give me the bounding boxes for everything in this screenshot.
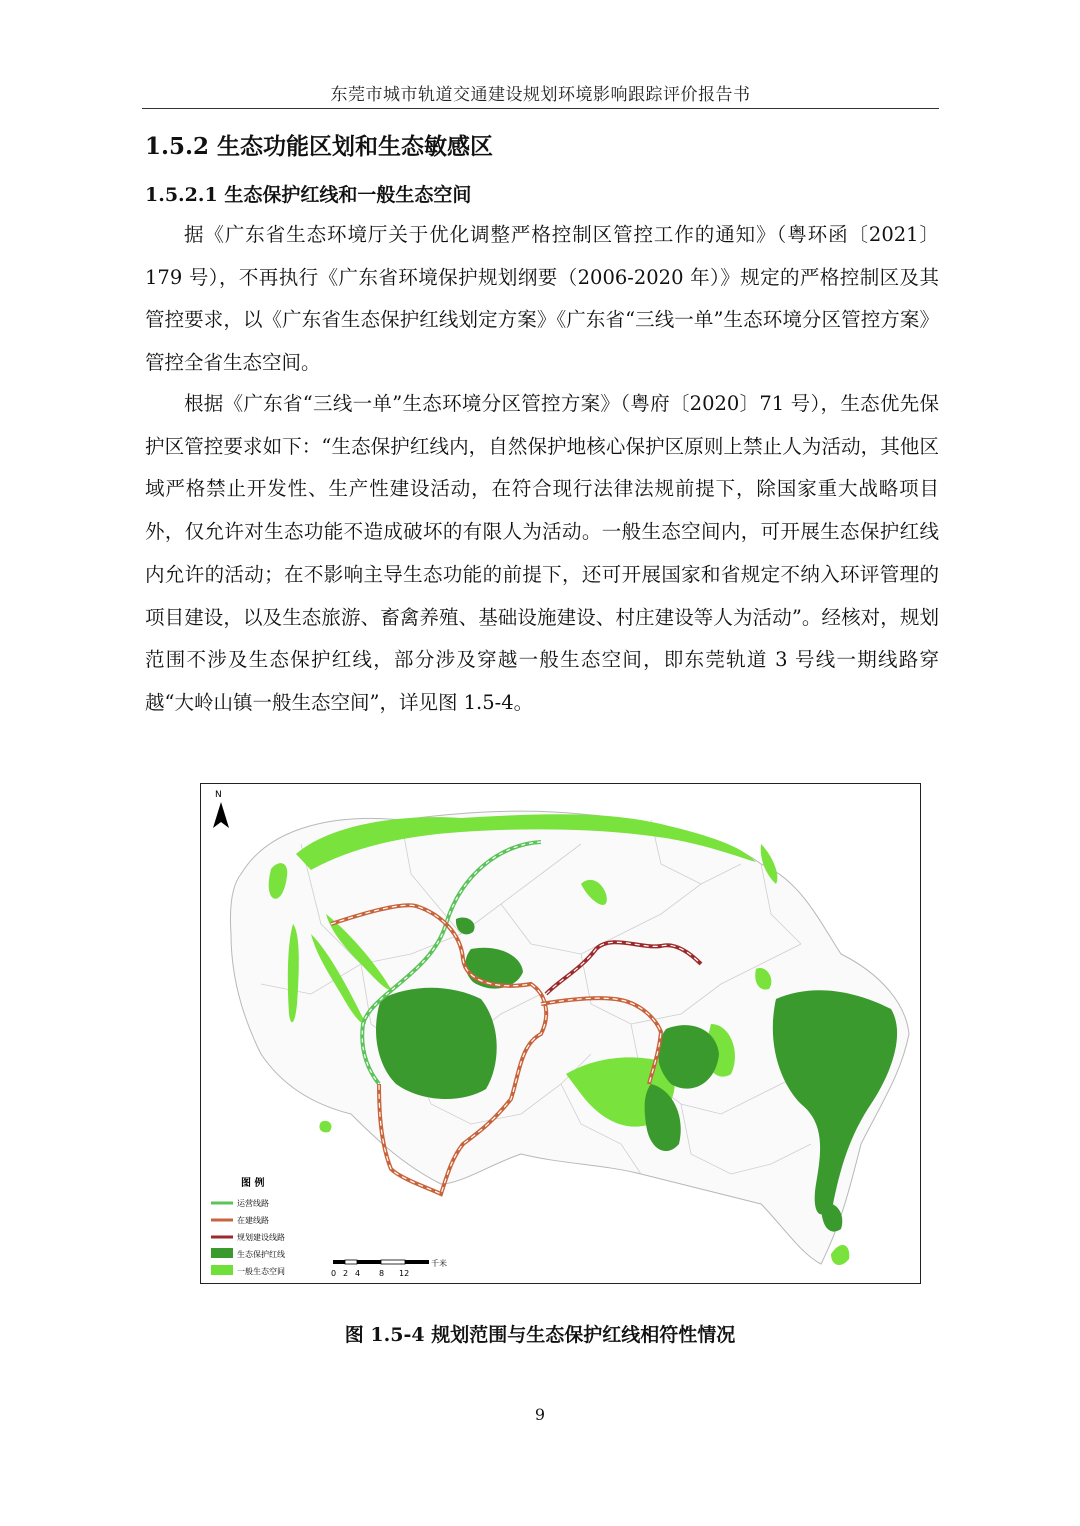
map-legend xyxy=(211,1176,285,1276)
legend-swatch-redline xyxy=(211,1248,233,1258)
eco-redline-map-figure xyxy=(200,783,921,1284)
legend-label-construction: 在建线路 xyxy=(237,1216,269,1225)
section-heading: 1.5.2 生态功能区划和生态敏感区 xyxy=(145,133,494,160)
scale-tick-2: 2 xyxy=(343,1269,349,1278)
paragraph-2: 根据《广东省“三线一单”生态环境分区管控方案》（粤府〔2020〕71 号），生态优先保护区管控要求如下：“生态保护红线内，自然保护地核心保护区原则上禁止人为活动，其他区域严格禁止开发性、生产性建设活动，在符合现行法律法规前提下，除国家重大战略项目外，仅允许对生态功能不造成破坏的有限人为活动。一般生态空间内，可开展生态保护红线内允许的活动；在不影响主导生态功能的前提下，还可开展国家和省规定不纳入环评管理的项目建设，以及生态旅游、畜禽养殖、基础设施建设、村庄建设等人为活动”。经核对，规划范围不涉及生态保护红线，部分涉及穿越一般生态空间，即东莞轨道 3 号线一期线路穿越“大岭山镇一般生态空间”，详见图 1.5-4。 xyxy=(145,392,939,714)
map-svg xyxy=(201,784,919,1282)
legend-label-general: 一般生态空间 xyxy=(237,1267,285,1276)
paragraph-1: 据《广东省生态环境厅关于优化调整严格控制区管控工作的通知》（粤环函〔2021〕179 号），不再执行《广东省环境保护规划纲要（2006-2020 年）》规定的严格控制区及其管控要求，以《广东省生态保护红线划定方案》《广东省“三线一单”生态环境分区管控方案》管控全省生态空间。 xyxy=(145,223,939,375)
scale-unit: 千米 xyxy=(431,1259,447,1268)
figure-caption: 图 1.5-4 规划范围与生态保护红线相符性情况 xyxy=(344,1324,736,1346)
page-number: 9 xyxy=(534,1405,546,1424)
legend-swatch-general xyxy=(211,1265,233,1275)
scale-tick-12: 12 xyxy=(399,1269,410,1278)
scale-tick-0: 0 xyxy=(331,1269,337,1278)
legend-label-planned: 规划建设线路 xyxy=(237,1233,285,1242)
north-arrow-icon xyxy=(213,790,229,828)
north-label: N xyxy=(215,790,222,800)
scale-tick-8: 8 xyxy=(379,1269,385,1278)
running-header: 东莞市城市轨道交通建设规划环境影响跟踪评价报告书 xyxy=(330,85,751,105)
legend-label-operating: 运营线路 xyxy=(237,1199,269,1208)
header-divider xyxy=(142,108,939,109)
legend-label-redline: 生态保护红线 xyxy=(237,1250,285,1259)
subsection-heading: 1.5.2.1 生态保护红线和一般生态空间 xyxy=(145,184,472,206)
legend-title: 图 例 xyxy=(241,1178,265,1189)
scale-bar xyxy=(331,1258,447,1278)
scale-tick-4: 4 xyxy=(355,1269,361,1278)
